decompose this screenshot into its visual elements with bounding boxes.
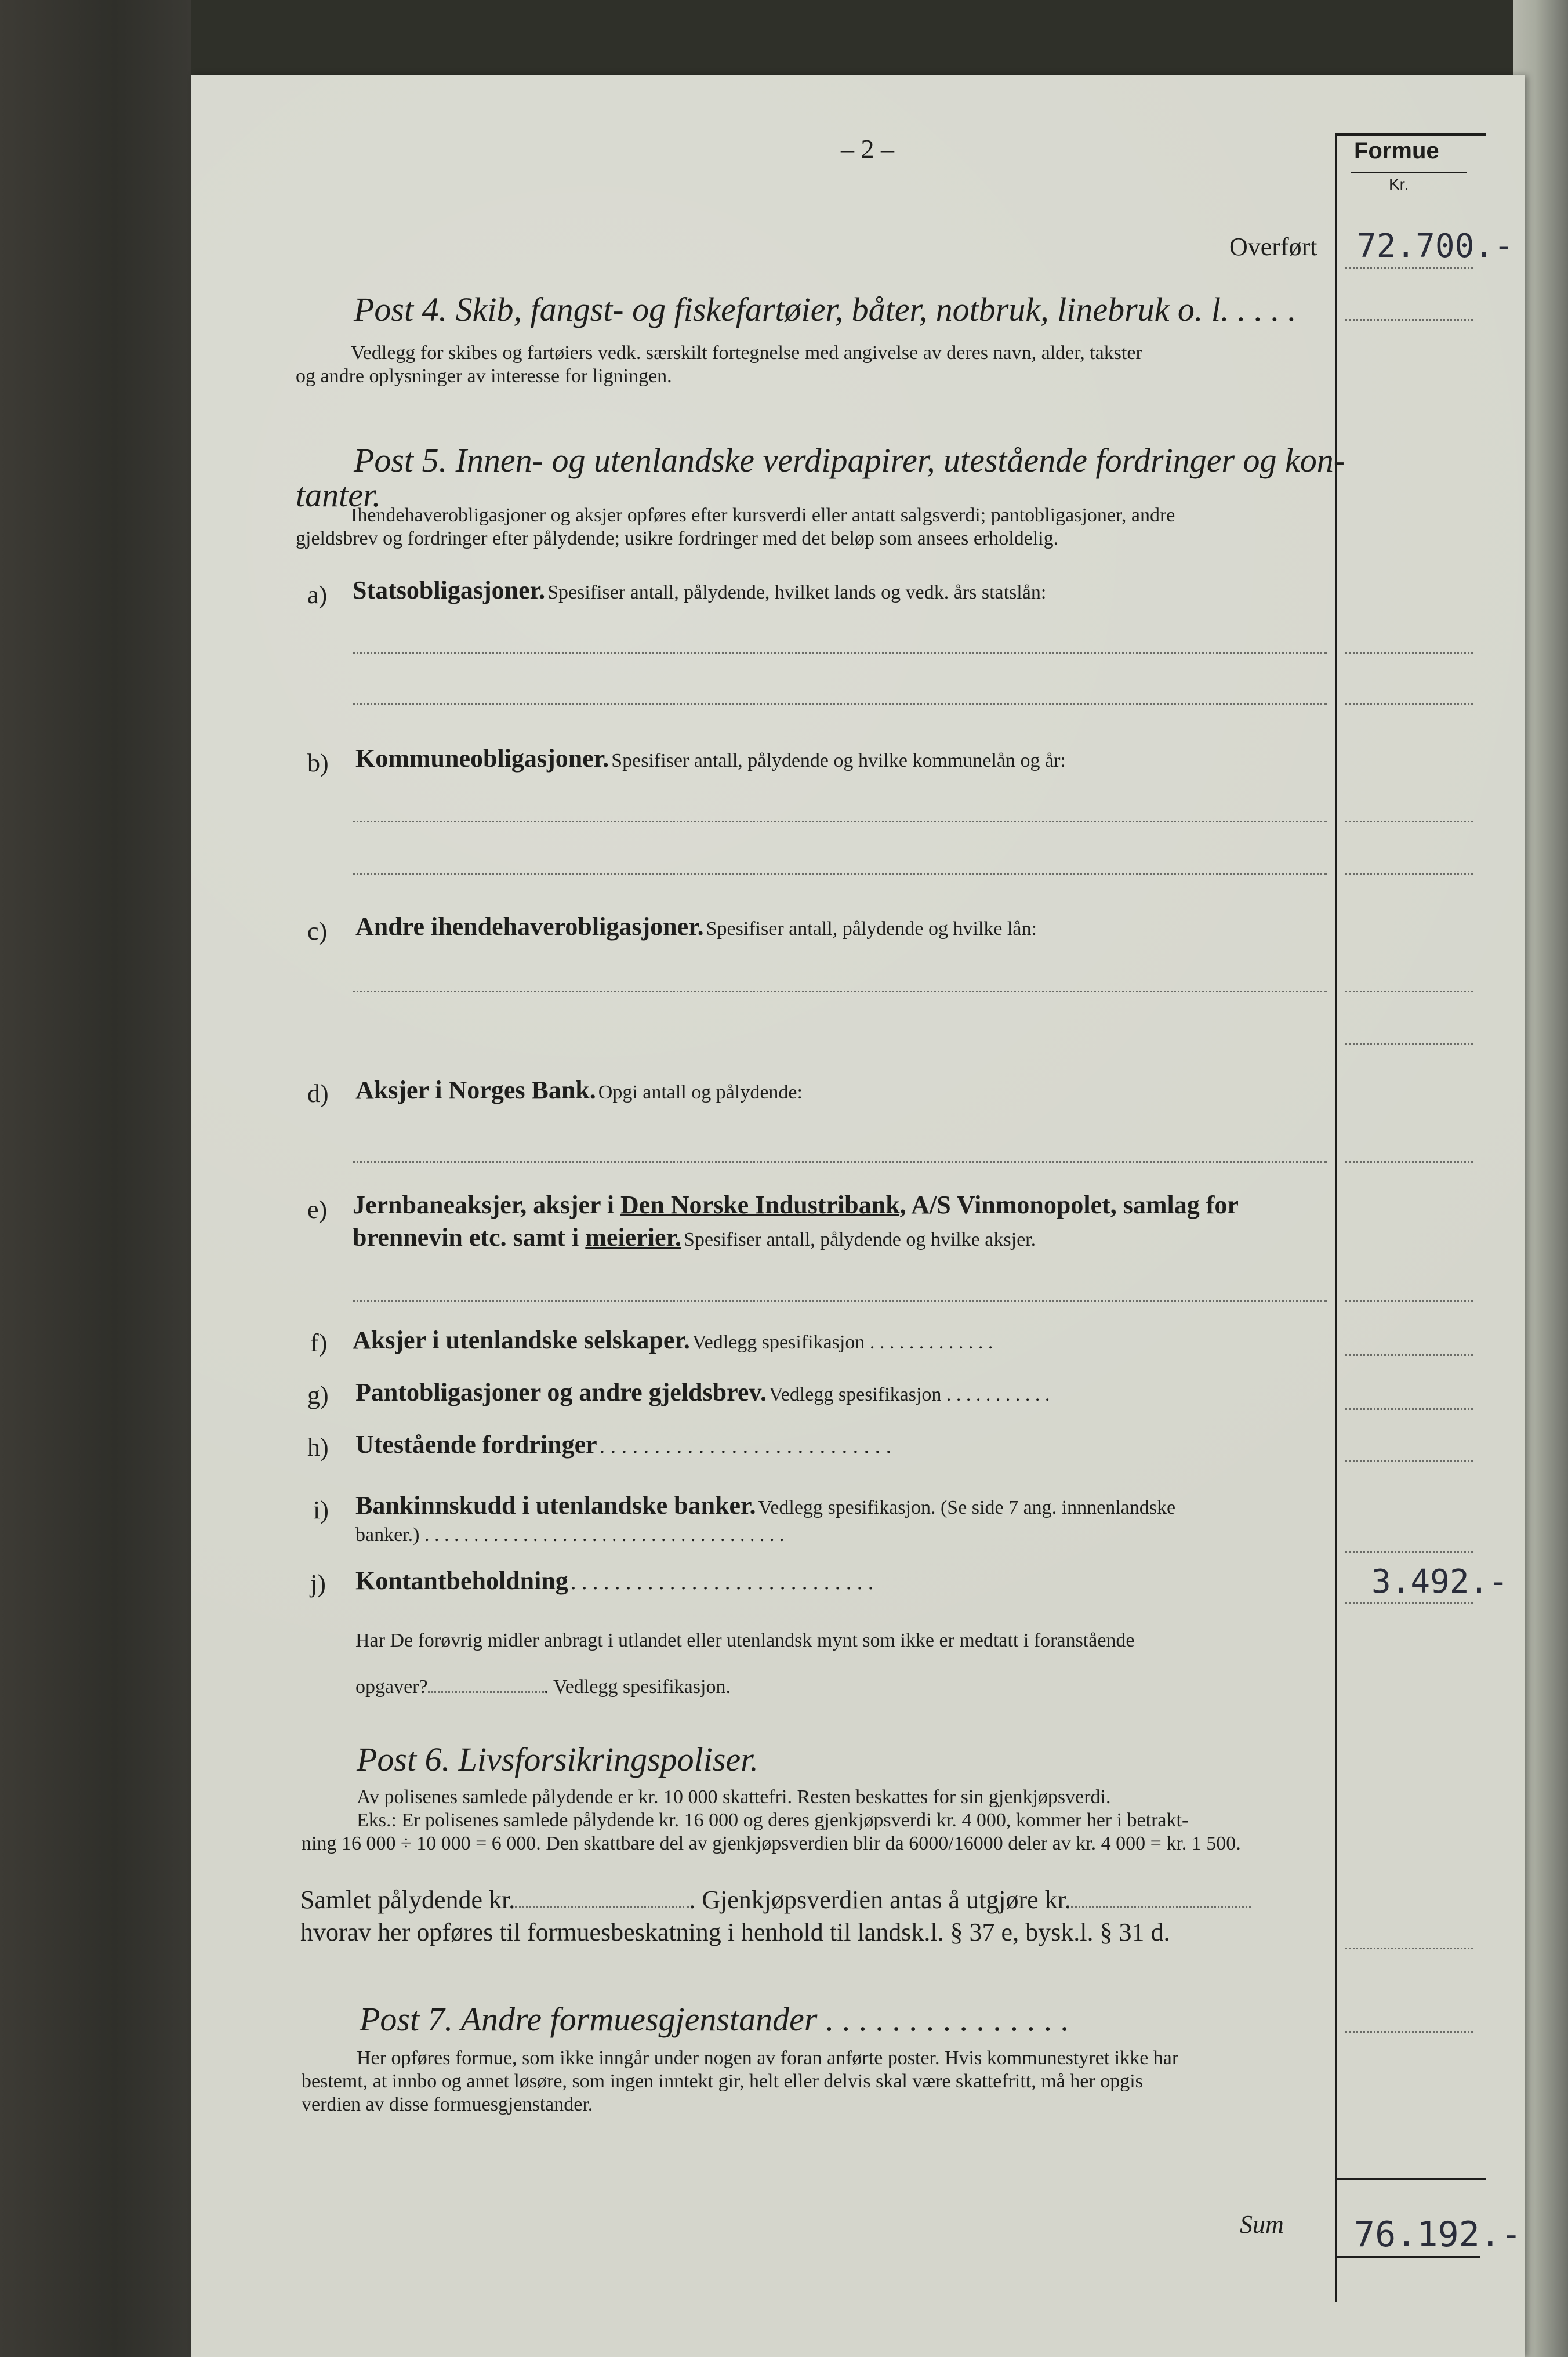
item-i-label: Bankinnskudd i utenlandske banker. [355, 1491, 756, 1520]
item-d-description: Opgi antall og pålydende: [598, 1082, 803, 1103]
item-b-label: Kommuneobligasjoner. [355, 744, 609, 773]
gjenkjopsverdi-field[interactable] [1071, 1889, 1251, 1908]
column-top-rule [1335, 133, 1486, 136]
post7-title: Post 7. Andre formuesgjenstander . . . . . . . . . . . . . . . [360, 2000, 1070, 2038]
post4-description-cont: og andre oplysninger av interesse for ligningen. [296, 365, 672, 387]
post6-amount-line[interactable] [1345, 1948, 1473, 1949]
post6-samlet-row [300, 1885, 1251, 1914]
post6-title: Post 6. Livsforsikringspoliser. [357, 1740, 758, 1778]
item-e-label-underlined: Den Norske Industribank, [620, 1191, 906, 1219]
gjenkjopsverdi-label: . Gjenkjøpsverdien antas å utgjøre kr. [689, 1885, 1071, 1914]
item-d-entry-line[interactable] [353, 1161, 1327, 1163]
post4-title: Post 4. Skib, fangst- og fiskefartøier, båter, notbruk, linebruk o. l. . . . . [354, 291, 1297, 328]
item-f-description: Vedlegg spesifikasjon . . . . . . . . . . . . . [692, 1332, 993, 1353]
post5-description-cont: gjeldsbrev og fordringer efter pålydende; usikre fordringer med det beløp som ansees erholdelig. [296, 528, 1059, 549]
item-a-description: Spesifiser antall, pålydende, hvilket lands og vedk. års statslån: [547, 582, 1047, 603]
column-header-unit: Kr. [1389, 175, 1409, 193]
post7-description-cont: bestemt, at innbo og annet løsøre, som ingen inntekt gir, helt eller delvis skal være skattefritt, må her opgis [302, 2070, 1143, 2092]
item-c-letter: c) [307, 917, 328, 945]
column-header-formue: Formue [1354, 138, 1439, 164]
item-h-label: Utestående fordringer [355, 1430, 597, 1459]
post7-description-end: verdien av disse formuesgjenstander. [302, 2094, 593, 2115]
item-c-label: Andre ihendehaverobligasjoner. [355, 912, 704, 941]
foreign-assets-answer-label [355, 1676, 731, 1698]
form-page [191, 75, 1525, 2357]
item-e-description: Spesifiser antall, pålydende og hvilke aksjer. [683, 1229, 1036, 1250]
item-g-label: Pantobligasjoner og andre gjeldsbrev. [355, 1378, 767, 1406]
item-h-amount-line[interactable] [1345, 1460, 1473, 1462]
foreign-assets-attachment-note: . Vedlegg spesifikasjon. [543, 1676, 731, 1698]
post5-title-cont: tanter. [296, 476, 381, 514]
item-j-label: Kontantbeholdning [355, 1567, 568, 1595]
item-e-label [353, 1190, 1239, 1220]
amount-line [1345, 267, 1473, 269]
item-e-label-part3: A/S Vinmonopolet, samlag for [906, 1191, 1239, 1219]
overfort-label: Overført [1229, 233, 1317, 261]
item-a-label: Statsobligasjoner. [353, 576, 546, 604]
item-j-amount: 3.492.- [1371, 1563, 1509, 1601]
item-g-amount-line[interactable] [1345, 1408, 1473, 1410]
post6-description: Av polisenes samlede pålydende er kr. 10 000 skattefri. Resten beskattes for sin gjenkjøpsverdi. [357, 1786, 1111, 1808]
item-b-entry-line-2[interactable] [353, 873, 1327, 875]
item-b-amount-line-2[interactable] [1345, 873, 1473, 875]
item-j-leader-dots: . . . . . . . . . . . . . . . . . . . . . . . . . . . . [570, 1570, 874, 1594]
item-e-entry-line[interactable] [353, 1300, 1327, 1302]
item-j-amount-line[interactable] [1345, 1602, 1473, 1604]
item-f-label: Aksjer i utenlandske selskaper. [353, 1326, 690, 1354]
item-c-amount-line-2[interactable] [1345, 1043, 1473, 1045]
item-f-amount-line[interactable] [1345, 1354, 1473, 1356]
item-b-letter: b) [307, 749, 329, 777]
item-e-label-line2-underlined: meierier. [585, 1223, 681, 1252]
item-e-letter: e) [307, 1195, 328, 1224]
foreign-assets-answer-field[interactable] [428, 1677, 544, 1693]
foreign-assets-question: Har De forøvrig midler anbragt i utlandet eller utenlandsk mynt som ikke er medtatt i foranstående [355, 1630, 1135, 1651]
item-b-entry-line-1[interactable] [353, 821, 1327, 822]
page-number: – 2 – [841, 134, 894, 164]
samlet-paalydende-label: Samlet pålydende kr. [300, 1885, 516, 1914]
item-i-description: Vedlegg spesifikasjon. (Se side 7 ang. innnenlandske [758, 1497, 1176, 1518]
post7-description: Her opføres formue, som ikke inngår under nogen av foran anførte poster. Hvis kommunestyret ikke har [357, 2047, 1179, 2069]
item-b-description: Spesifiser antall, pålydende og hvilke kommunelån og år: [611, 750, 1066, 771]
item-d-label: Aksjer i Norges Bank. [355, 1076, 596, 1104]
item-a-entry-line-2[interactable] [353, 703, 1327, 705]
item-h-letter: h) [307, 1433, 329, 1462]
post6-hvorav-text: hvorav her opføres til formuesbeskatning i henhold til landsk.l. § 37 e, bysk.l. § 31 d. [300, 1918, 1170, 1946]
sum-label: Sum [1240, 2210, 1284, 2239]
item-d-letter: d) [307, 1079, 329, 1108]
column-header-rule [1351, 172, 1467, 173]
post5-description: Ihendehaverobligasjoner og aksjer opføres efter kursverdi eller antatt salgsverdi; pantobligasjoner, andre [351, 505, 1175, 526]
item-f-letter: f) [310, 1329, 328, 1357]
overfort-amount: 72.700.- [1357, 227, 1513, 265]
item-d-amount-line[interactable] [1345, 1161, 1473, 1163]
binding-spine [0, 0, 191, 2357]
item-i-amount-line[interactable] [1345, 1551, 1473, 1553]
post7-amount-line[interactable] [1345, 2031, 1473, 2033]
post5-title: Post 5. Innen- og utenlandske verdipapirer, utestående fordringer og kon- [354, 441, 1345, 479]
item-e-label-part1: Jernbaneaksjer, aksjer i [353, 1191, 620, 1219]
sum-top-rule [1335, 2178, 1486, 2180]
sum-amount: 76.192.- [1354, 2214, 1522, 2255]
item-i-description-cont: banker.) . . . . . . . . . . . . . . . . . . . . . . . . . . . . . . . . . . . . . [355, 1524, 785, 1546]
item-c-amount-line-1[interactable] [1345, 991, 1473, 992]
post6-example-cont: ning 16 000 ÷ 10 000 = 6 000. Den skattbare del av gjenkjøpsverdien blir da 6000/16000 deler av kr. 4 000 = kr. 1 500. [302, 1833, 1241, 1854]
item-a-amount-line-2[interactable] [1345, 703, 1473, 705]
item-e-amount-line[interactable] [1345, 1300, 1473, 1302]
item-g-letter: g) [307, 1381, 329, 1409]
item-a-entry-line-1[interactable] [353, 652, 1327, 654]
sum-bottom-rule [1335, 2256, 1480, 2258]
samlet-paalydende-field[interactable] [515, 1889, 689, 1908]
item-j-letter: j) [310, 1569, 326, 1598]
post4-description: Vedlegg for skibes og fartøiers vedk. særskilt fortegnelse med angivelse av deres navn, alder, takster [351, 342, 1142, 364]
foreign-assets-question-end: opgaver? [355, 1676, 428, 1698]
amount-line [1345, 319, 1473, 321]
item-a-letter: a) [307, 581, 328, 609]
item-e-label-line2: brennevin etc. samt i [353, 1223, 586, 1252]
item-c-description: Spesifiser antall, pålydende og hvilke lån: [706, 918, 1037, 940]
item-i-letter: i) [313, 1496, 329, 1524]
post6-example: Eks.: Er polisenes samlede pålydende kr. 16 000 og deres gjenkjøpsverdi kr. 4 000, kommer her i betrakt- [357, 1810, 1189, 1831]
item-b-amount-line-1[interactable] [1345, 821, 1473, 822]
item-a-amount-line-1[interactable] [1345, 652, 1473, 654]
item-g-description: Vedlegg spesifikasjon . . . . . . . . . . . [768, 1384, 1050, 1405]
item-c-entry-line-1[interactable] [353, 991, 1327, 992]
item-h-leader-dots: . . . . . . . . . . . . . . . . . . . . . . . . . . . [599, 1434, 892, 1458]
